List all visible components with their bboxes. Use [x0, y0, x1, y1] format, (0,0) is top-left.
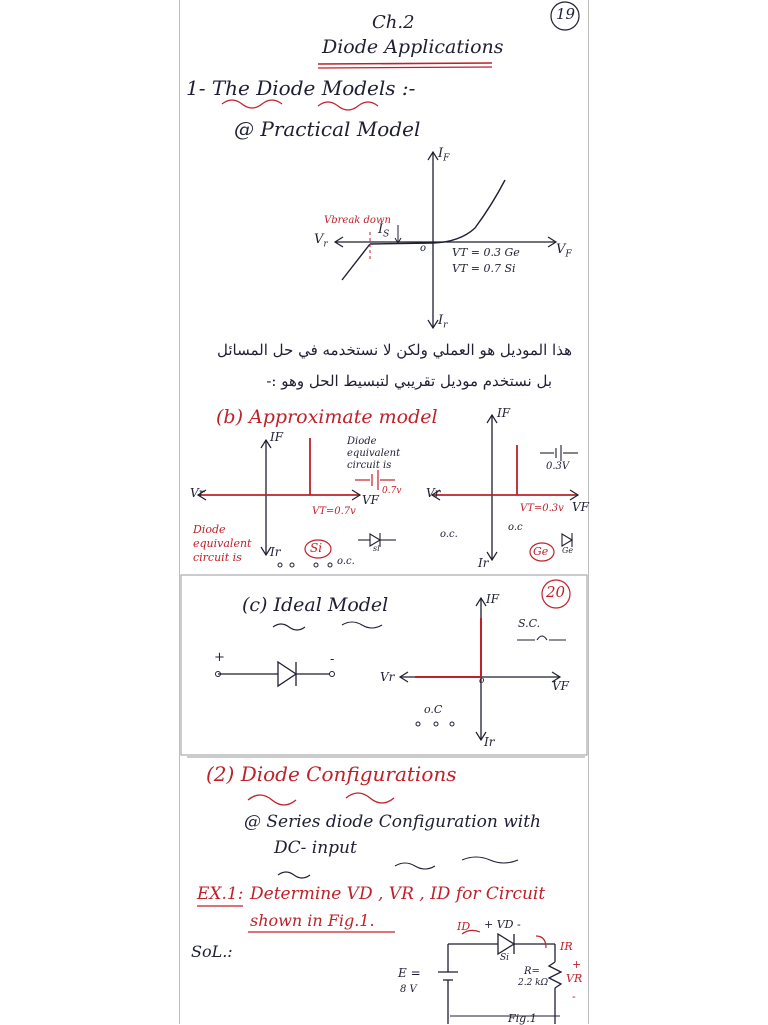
practical-if-label: $I_F$	[438, 146, 450, 164]
circuit-plus-label: +	[572, 958, 582, 971]
heading-wavy-underline	[222, 100, 282, 108]
circuit-vr-label: VR	[566, 972, 583, 985]
si-eq-note: Diode equivalent circuit is	[347, 436, 401, 471]
ge-diode-sub: Ge	[562, 546, 574, 555]
si-vr-label: Vr	[190, 486, 205, 500]
arabic-note-line-1: هذا الموديل هو العملي ولكن لا نستخدمه في حل المسائل	[217, 341, 572, 359]
example-text-2: shown in Fig.1.	[250, 911, 375, 930]
series-config-line-2: DC- input	[274, 838, 357, 858]
ge-oc-label-2: o.c	[508, 522, 523, 533]
section1-heading: 1- The Diode Models :-	[186, 76, 416, 100]
page-number-2: 20	[546, 583, 566, 601]
example-label: EX.1:	[197, 884, 244, 904]
ideal-vf-label: VF	[552, 679, 569, 693]
ideal-vr-label: Vr	[380, 670, 395, 684]
figure-caption: Fig.1	[508, 1012, 537, 1025]
ideal-model-label: (c) Ideal Model	[242, 594, 389, 616]
vbreakdown-label: Vbreak down	[324, 215, 391, 226]
ge-vr-label: Vr	[426, 486, 441, 500]
si-ir-label: Ir	[270, 545, 281, 559]
ideal-origin: o	[479, 676, 485, 686]
ge-vt-label: VT=0.3v	[520, 503, 564, 514]
practical-model-graph	[335, 152, 556, 328]
circuit-r-label: R=	[524, 966, 540, 977]
example-text: Determine VD , VR , ID for Circuit	[250, 884, 546, 904]
circuit-ir-label: IR	[560, 940, 573, 953]
si-eq-value: 0.7v	[382, 486, 402, 496]
ideal-diode-symbol	[216, 662, 335, 686]
practical-model-label: @ Practical Model	[234, 117, 421, 141]
circuit-id-label: ID	[457, 920, 471, 933]
config-wavy-underline-2	[346, 793, 394, 803]
page-number: 19	[556, 5, 576, 23]
circuit-minus-label: -	[572, 990, 576, 1003]
ge-ir-label: Ir	[478, 556, 489, 570]
ge-if-label: IF	[497, 406, 511, 420]
si-if-label: IF	[270, 430, 284, 444]
dc-wavy-underline	[278, 872, 310, 878]
practical-ir-label: $I_r$	[438, 313, 448, 331]
circuit-e-label: E =	[398, 966, 421, 980]
config-wavy-underline	[248, 795, 296, 805]
ge-tag: Ge	[533, 545, 549, 558]
circuit-r-value: 2.2 kΩ	[518, 978, 549, 988]
chapter-label: Ch.2	[372, 12, 415, 33]
ideal-sc-label: S.C.	[518, 617, 541, 630]
title-underline-2	[318, 67, 492, 68]
page-title: Diode Applications	[322, 36, 504, 58]
arabic-note-line-2: بل نستخدم موديل تقريبي لتبسيط الحل وهو :-	[266, 372, 552, 390]
ideal-plus: +	[214, 650, 225, 665]
title-underline	[318, 63, 492, 64]
approximate-model-label: (b) Approximate model	[216, 406, 438, 428]
ideal-wavy-underline	[273, 624, 305, 630]
vt-si-label: VT = 0.7 Si	[452, 262, 516, 275]
heading-wavy-underline-2	[318, 102, 378, 110]
circuit-vd-label: + VD -	[484, 918, 521, 931]
ideal-oc-label: o.C	[424, 703, 443, 716]
practical-origin: o	[420, 243, 427, 254]
practical-vf-label: $V_F$	[556, 242, 572, 260]
ge-eq-value: 0.3V	[546, 461, 570, 472]
solution-label: SoL.:	[191, 942, 233, 961]
practical-vr-label: $V_r$	[314, 232, 328, 250]
ideal-minus: -	[330, 652, 335, 667]
si-tag: Si	[310, 541, 323, 555]
ideal-model-graph	[400, 598, 566, 740]
si-left-note: Diode equivalent circuit is	[193, 523, 252, 564]
si-vt-label: VT=0.7v	[312, 506, 356, 517]
ge-oc-label-1: o.c.	[440, 529, 458, 540]
ideal-ir-label: Ir	[484, 735, 495, 749]
ideal-wavy-underline-2	[342, 622, 382, 628]
ideal-if-label: IF	[486, 592, 500, 606]
dc-wavy-underline-2	[395, 863, 435, 869]
ge-vf-label: VF	[572, 500, 589, 514]
vt-ge-label: VT = 0.3 Ge	[452, 246, 520, 259]
circuit-si-label: Si	[500, 953, 510, 963]
si-vf-label: VF	[362, 493, 379, 507]
section2-heading: (2) Diode Configurations	[206, 762, 457, 786]
si-oc-label: o.c.	[337, 556, 355, 567]
dc-wavy-underline-3	[462, 857, 518, 863]
circuit-e-value: 8 V	[400, 984, 417, 995]
is-label: $I_S$	[378, 222, 390, 240]
si-diode-sub: si	[373, 544, 380, 553]
series-config-line-1: @ Series diode Configuration with	[244, 812, 542, 832]
